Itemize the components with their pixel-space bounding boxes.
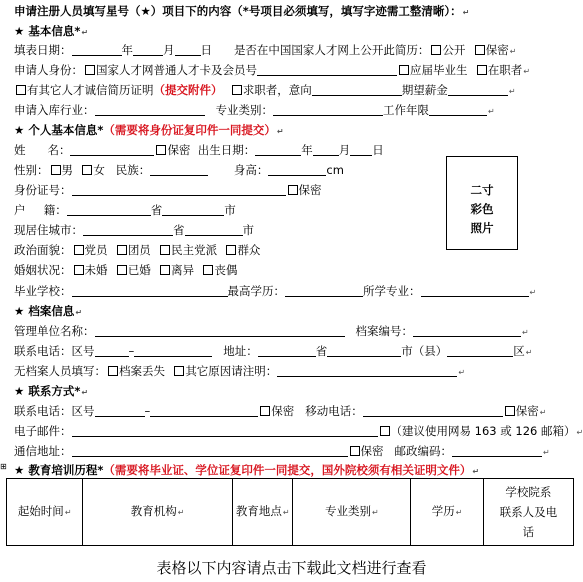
row-archive-phone: 联系电话：区号 – 地址： 省 市（县） 区↵ <box>14 344 533 358</box>
edu-header-cell: 学校院系 联系人及电 话 <box>483 479 573 546</box>
archive-area-code-field[interactable] <box>95 343 129 357</box>
vip-number-field[interactable] <box>257 62 397 76</box>
hukou-province-field[interactable] <box>67 202 151 216</box>
archive-lost-checkbox[interactable] <box>108 366 118 376</box>
table-anchor-icon: ⊞ <box>0 462 7 471</box>
edu-header-cell: 起始时间↵ <box>7 479 83 546</box>
section-archive-title: ★ 档案信息↵ <box>14 304 83 318</box>
section-edu-title: ★ 教育培训历程*（需要将毕业证、学位证复印件一同提交，国外院校须有相关证明文件）↵ <box>14 463 480 477</box>
email-private-checkbox[interactable] <box>380 426 390 436</box>
contact-area-code-field[interactable] <box>95 403 145 417</box>
row-address: 通信地址： 保密 邮政编码： ↵ <box>14 444 550 458</box>
divorced-checkbox[interactable] <box>160 265 170 275</box>
archive-city-field[interactable] <box>327 343 401 357</box>
birth-year-field[interactable] <box>255 142 301 156</box>
hukou-city-field[interactable] <box>162 202 224 216</box>
row-other-identity: 有其它人才诚信简历证明（提交附件） 求职者，意向 期望薪金 ↵ <box>14 81 516 99</box>
row-fill-date: 填表日期： 年 月 日 是否在中国国家人才网上公开此简历： 公开 保密↵ <box>14 43 517 57</box>
male-checkbox[interactable] <box>51 165 61 175</box>
row-id: 身份证号： 保密 <box>14 183 322 197</box>
email-field[interactable] <box>72 423 378 437</box>
female-checkbox[interactable] <box>82 165 92 175</box>
edu-header-cell: 专业类别↵ <box>293 479 411 546</box>
working-checkbox[interactable] <box>477 65 487 75</box>
private-checkbox[interactable] <box>475 45 485 55</box>
phone-private-checkbox[interactable] <box>260 406 270 416</box>
edu-header-cell: 教育机构↵ <box>83 479 233 546</box>
postcode-field[interactable] <box>452 443 542 457</box>
grad-checkbox[interactable] <box>399 65 409 75</box>
row-industry: 申请入库行业： 专业类别： 工作年限 ↵ <box>14 103 495 117</box>
vip-checkbox[interactable] <box>85 65 95 75</box>
industry-field[interactable] <box>95 102 205 116</box>
edu-header-cell: 学历↵ <box>411 479 483 546</box>
ethnic-field[interactable] <box>150 162 208 176</box>
salary-field[interactable] <box>448 82 508 96</box>
league-member-checkbox[interactable] <box>117 245 127 255</box>
unmarried-checkbox[interactable] <box>74 265 84 275</box>
archive-unit-field[interactable] <box>95 323 345 337</box>
degree-field[interactable] <box>285 283 363 297</box>
birth-day-field[interactable] <box>350 142 372 156</box>
row-politics: 政治面貌： 党员 团员 民主党派 群众 <box>14 243 261 257</box>
party-member-checkbox[interactable] <box>74 245 84 255</box>
row-no-archive: 无档案人员填写： 档案丢失 其它原因请注明： ↵ <box>14 364 466 378</box>
row-name: 姓 名： 保密 出生日期： 年 月 日 <box>14 143 384 157</box>
school-field[interactable] <box>72 283 228 297</box>
birth-month-field[interactable] <box>313 142 339 156</box>
job-intent-field[interactable] <box>312 82 402 96</box>
height-field[interactable] <box>268 162 326 176</box>
address-field[interactable] <box>72 443 348 457</box>
row-email: 电子邮件： （建议使用网易 163 或 126 邮箱）↵ <box>14 424 583 438</box>
row-contact-phone: 联系电话：区号 – 保密 移动电话： 保密↵ <box>14 404 547 418</box>
row-identity: 申请人身份： 国家人才网普通人才卡及会员号 应届毕业生 在职者↵ <box>14 63 531 77</box>
address-private-checkbox[interactable] <box>350 446 360 456</box>
row-marital: 婚姻状况： 未婚 已婚 离异 丧偶 <box>14 263 238 277</box>
masses-checkbox[interactable] <box>226 245 236 255</box>
fill-year-field[interactable] <box>72 42 122 56</box>
democratic-party-checkbox[interactable] <box>160 245 170 255</box>
name-field[interactable] <box>70 142 154 156</box>
education-table <box>6 478 574 546</box>
id-private-checkbox[interactable] <box>288 185 298 195</box>
contact-phone-field[interactable] <box>150 403 258 417</box>
row-archive-unit: 管理单位名称： 档案编号： ↵ <box>14 324 529 338</box>
mobile-private-checkbox[interactable] <box>505 406 515 416</box>
row-residence: 现居住城市： 省 市 <box>14 223 254 237</box>
fill-day-field[interactable] <box>175 42 201 56</box>
download-notice[interactable]: 表格以下内容请点击下载此文档进行查看 <box>156 559 427 577</box>
widowed-checkbox[interactable] <box>203 265 213 275</box>
jobseeker-checkbox[interactable] <box>232 85 242 95</box>
section-basic-title: ★ 基本信息*↵ <box>14 24 89 38</box>
photo-box[interactable]: 二寸 彩色 照片 <box>446 156 518 250</box>
archive-district-field[interactable] <box>447 343 513 357</box>
fill-month-field[interactable] <box>133 42 163 56</box>
section-personal-title: ★ 个人基本信息*（需要将身份证复印件一同提交）↵ <box>14 123 284 137</box>
archive-other-checkbox[interactable] <box>174 366 184 376</box>
major-category-field[interactable] <box>273 102 383 116</box>
table-row <box>7 479 574 546</box>
id-number-field[interactable] <box>72 182 286 196</box>
name-private-checkbox[interactable] <box>156 145 166 155</box>
header-instruction: 申请注册人员填写星号（★）项目下的内容（*号项目必须填写，填写字迹需工整清晰）：↵ <box>14 4 470 18</box>
archive-phone-field[interactable] <box>134 343 212 357</box>
archive-province-field[interactable] <box>258 343 316 357</box>
edu-header-cell: 教育地点↵ <box>232 479 293 546</box>
residence-city-field[interactable] <box>185 222 243 236</box>
row-school: 毕业学校： 最高学历： 所学专业： ↵ <box>14 284 537 298</box>
mobile-field[interactable] <box>363 403 503 417</box>
archive-other-reason-field[interactable] <box>277 363 457 377</box>
row-gender: 性别： 男 女 民族： 身高： cm <box>14 163 344 177</box>
married-checkbox[interactable] <box>117 265 127 275</box>
major-field[interactable] <box>421 283 529 297</box>
public-checkbox[interactable] <box>431 45 441 55</box>
other-cert-checkbox[interactable] <box>16 85 26 95</box>
residence-province-field[interactable] <box>83 222 173 236</box>
work-years-field[interactable] <box>429 102 487 116</box>
row-hukou: 户 籍： 省 市 <box>14 203 236 217</box>
section-contact-title: ★ 联系方式*↵ <box>14 384 89 398</box>
archive-number-field[interactable] <box>413 323 521 337</box>
